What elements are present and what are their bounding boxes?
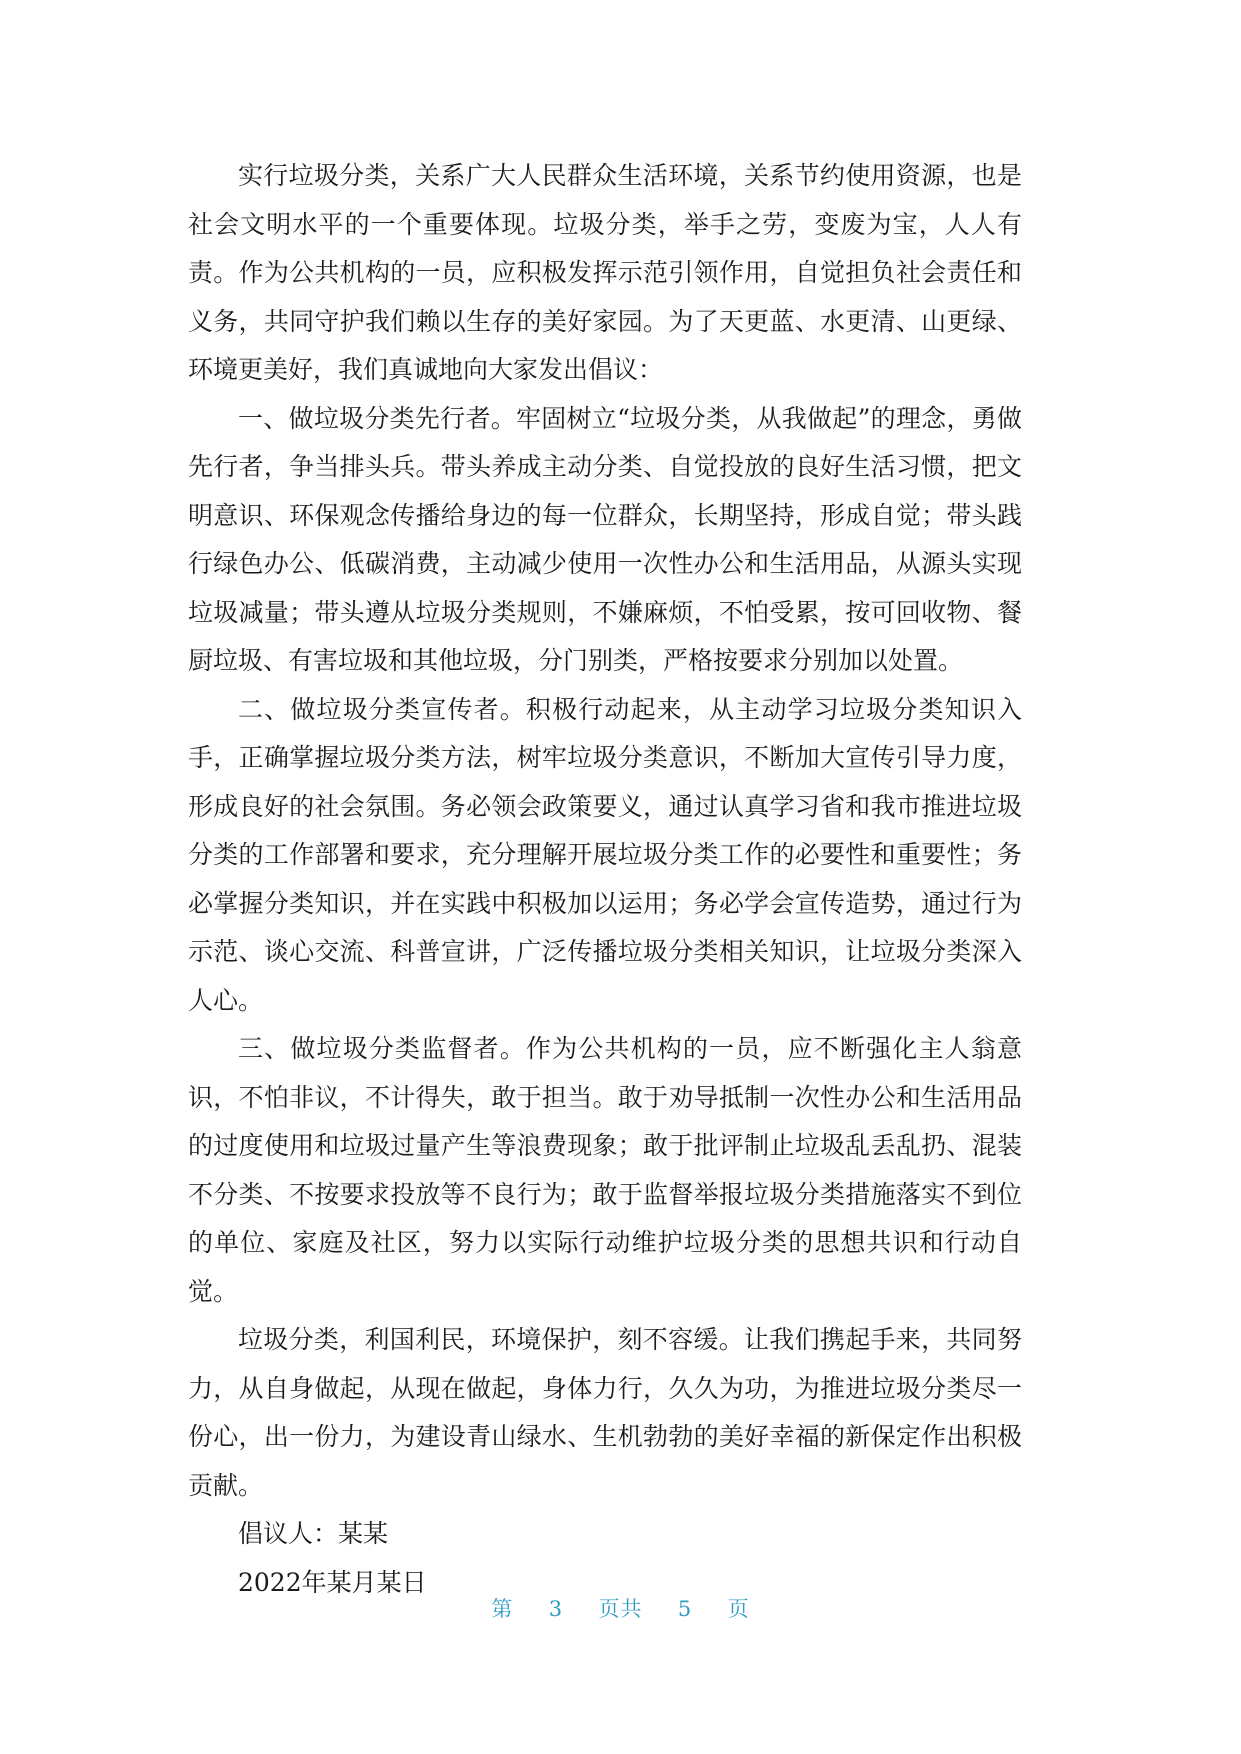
page-footer bbox=[0, 1593, 1241, 1623]
footer-prefix: 第 bbox=[491, 1597, 514, 1621]
footer-middle: 页共 bbox=[598, 1597, 643, 1621]
footer-total-pages: 5 bbox=[677, 1597, 693, 1621]
paragraph-third-point: 三、做垃圾分类监督者。作为公共机构的一员，应不断强化主人翁意识，不怕非议，不计得失，敢于担当。敢于劝导抵制一次性办公和生活用品的过度使用和垃圾过量产生等浪费现象；敢于批评制止垃圾乱丢乱扔、混装不分类、不按要求投放等不良行为；敢于监督举报垃圾分类措施落实不到位的单位、家庭及社区，努力以实际行动维护垃圾分类的思想共识和行动自觉。 bbox=[188, 1034, 1022, 1306]
intro-paragraph: 实行垃圾分类，关系广大人民群众生活环境，关系节约使用资源，也是社会文明水平的一个重要体现。垃圾分类，举手之劳，变废为宝，人人有责。作为公共机构的一员，应积极发挥示范引领作用，自觉担负社会责任和义务，共同守护我们赖以生存的美好家园。为了天更蓝、水更清、山更绿、环境更美好，我们真诚地向大家发出倡议： bbox=[188, 161, 1022, 384]
footer-current-page: 3 bbox=[548, 1597, 564, 1621]
date-line: 2022年某月某日 bbox=[238, 1567, 427, 1597]
paragraph-first-point: 一、做垃圾分类先行者。牢固树立“垃圾分类，从我做起”的理念，勇做先行者，争当排头兵。带头养成主动分类、自觉投放的良好生活习惯，把文明意识、环保观念传播给身边的每一位群众，长期坚持，形成自觉；带头践行绿色办公、低碳消费，主动减少使用一次性办公和生活用品，从源头实现垃圾减量；带头遵从垃圾分类规则，不嫌麻烦，不怕受累，按可回收物、餐厨垃圾、有害垃圾和其他垃圾，分门别类，严格按要求分别加以处置。 bbox=[188, 403, 1022, 675]
paragraph-second-point: 二、做垃圾分类宣传者。积极行动起来，从主动学习垃圾分类知识入手，正确掌握垃圾分类方法，树牢垃圾分类意识，不断加大宣传引导力度，形成良好的社会氛围。务必领会政策要义，通过认真学习省和我市推进垃圾分类的工作部署和要求，充分理解开展垃圾分类工作的必要性和重要性；务必掌握分类知识，并在实践中积极加以运用；务必学会宣传造势，通过行为示范、谈心交流、科普宣讲，广泛传播垃圾分类相关知识，让垃圾分类深入人心。 bbox=[188, 694, 1022, 1015]
signatory-line: 倡议人：某某 bbox=[238, 1519, 389, 1548]
document-body bbox=[188, 152, 1022, 1607]
footer-suffix: 页 bbox=[727, 1597, 750, 1621]
closing-paragraph: 垃圾分类，利国利民，环境保护，刻不容缓。让我们携起手来，共同努力，从自身做起，从现在做起，身体力行，久久为功，为推进垃圾分类尽一份心，出一份力，为建设青山绿水、生机勃勃的美好幸福的新保定作出积极贡献。 bbox=[188, 1325, 1022, 1500]
